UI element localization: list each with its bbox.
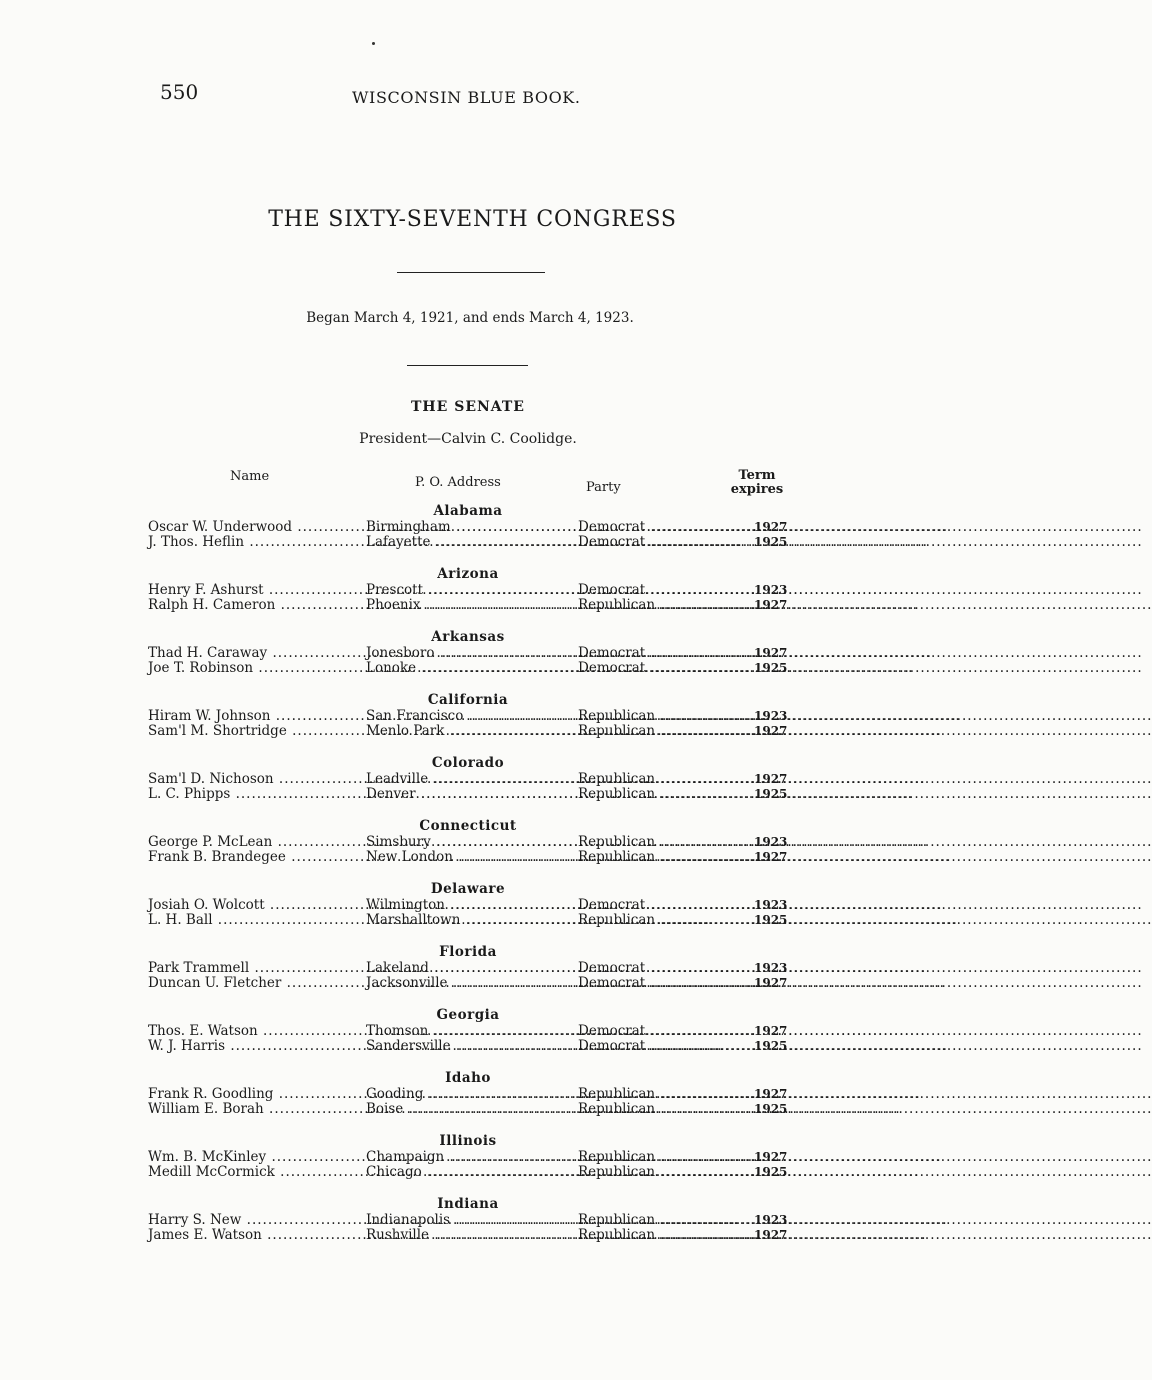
- senator-row: [138, 913, 788, 928]
- senator-name: Duncan U. Fletcher .....: [148, 976, 360, 991]
- senator-party: Republican .....: [578, 1165, 753, 1180]
- senator-term: 1927: [754, 1087, 788, 1101]
- senator-term: 1927: [754, 520, 788, 534]
- column-header-address: P. O. Address: [415, 475, 501, 490]
- state-group: [138, 1195, 788, 1243]
- senator-address: Phoenix .....: [366, 598, 572, 613]
- senator-term: 1925: [754, 535, 788, 549]
- senator-row: [138, 772, 788, 787]
- senator-row: [138, 976, 788, 991]
- state-group: [138, 817, 788, 865]
- senator-row: [138, 646, 788, 661]
- senator-address: Jacksonville .....: [366, 976, 572, 991]
- senator-party: Republican .....: [578, 913, 753, 928]
- senator-term: 1923: [754, 835, 788, 849]
- senator-name: Josiah O. Wolcott .....: [148, 898, 360, 913]
- senator-party: Democrat .....: [578, 646, 753, 661]
- session-dates: Began March 4, 1921, and ends March 4, 1923.: [306, 310, 634, 326]
- senator-name: J. Thos. Heflin .....: [148, 535, 360, 550]
- print-speck: [372, 42, 375, 45]
- senator-name: Wm. B. McKinley .....: [148, 1150, 360, 1165]
- senator-address: Simsbury .....: [366, 835, 572, 850]
- senator-name: Thos. E. Watson .....: [148, 1024, 360, 1039]
- senator-term: 1927: [754, 598, 788, 612]
- senator-term: 1927: [754, 976, 788, 990]
- senator-address: Chicago .....: [366, 1165, 572, 1180]
- senator-address: Thomson .....: [366, 1024, 572, 1039]
- senator-party: Republican .....: [578, 1102, 753, 1117]
- senator-name: James E. Watson .....: [148, 1228, 360, 1243]
- state-group: [138, 565, 788, 613]
- state-heading: Arkansas: [431, 629, 505, 645]
- senator-address: Birmingham .....: [366, 520, 572, 535]
- senator-row: [138, 1039, 788, 1054]
- section-title: THE SENATE: [411, 399, 525, 415]
- senator-term: 1927: [754, 1024, 788, 1038]
- senator-party: Republican .....: [578, 1150, 753, 1165]
- senator-party: Republican .....: [578, 598, 753, 613]
- senator-name: Oscar W. Underwood .....: [148, 520, 360, 535]
- state-heading: Connecticut: [419, 818, 517, 834]
- senator-party: Democrat .....: [578, 535, 753, 550]
- senator-party: Republican .....: [578, 772, 753, 787]
- senator-term: 1923: [754, 961, 788, 975]
- page-number: 550: [160, 80, 199, 104]
- senator-term: 1925: [754, 913, 788, 927]
- senator-row: [138, 787, 788, 802]
- senator-name: Hiram W. Johnson .....: [148, 709, 360, 724]
- senator-term: 1927: [754, 1228, 788, 1242]
- senator-address: San Francisco .....: [366, 709, 572, 724]
- state-heading: Alabama: [433, 503, 503, 519]
- senator-name: William E. Borah .....: [148, 1102, 360, 1117]
- senator-address: Lakeland .....: [366, 961, 572, 976]
- senator-party: Republican .....: [578, 787, 753, 802]
- state-group: [138, 691, 788, 739]
- state-heading: Florida: [439, 944, 497, 960]
- state-heading: Colorado: [431, 755, 505, 771]
- senator-term: 1923: [754, 583, 788, 597]
- senator-row: [138, 535, 788, 550]
- state-group: [138, 1069, 788, 1117]
- senator-name: Sam'l D. Nichoson .....: [148, 772, 360, 787]
- president-line: President—Calvin C. Coolidge.: [359, 431, 577, 447]
- senator-party: Democrat .....: [578, 1039, 753, 1054]
- senator-address: Prescott .....: [366, 583, 572, 598]
- senator-name: Henry F. Ashurst .....: [148, 583, 360, 598]
- senator-name: L. H. Ball .....: [148, 913, 360, 928]
- senator-term: 1923: [754, 709, 788, 723]
- senator-row: [138, 598, 788, 613]
- senator-address: Boise .....: [366, 1102, 572, 1117]
- page-title: THE SIXTY-SEVENTH CONGRESS: [268, 207, 677, 232]
- senator-term: 1925: [754, 787, 788, 801]
- state-group: [138, 628, 788, 676]
- state-group: [138, 943, 788, 991]
- senator-address: Menlo Park .....: [366, 724, 572, 739]
- senator-row: [138, 1213, 788, 1228]
- senator-address: Wilmington .....: [366, 898, 572, 913]
- senator-term: 1927: [754, 1150, 788, 1164]
- running-head: WISCONSIN BLUE BOOK.: [352, 88, 581, 107]
- senator-party: Democrat .....: [578, 520, 753, 535]
- state-group: [138, 754, 788, 802]
- senator-term: 1923: [754, 1213, 788, 1227]
- senator-name: Joe T. Robinson .....: [148, 661, 360, 676]
- senator-row: [138, 1102, 788, 1117]
- senator-term: 1923: [754, 898, 788, 912]
- state-heading: Delaware: [430, 881, 506, 897]
- senator-address: Lafayette .....: [366, 535, 572, 550]
- senator-term: 1925: [754, 661, 788, 675]
- senate-table: [138, 502, 788, 1258]
- senator-address: Denver .....: [366, 787, 572, 802]
- state-group: [138, 1132, 788, 1180]
- senator-row: [138, 1165, 788, 1180]
- state-heading: Indiana: [437, 1196, 499, 1212]
- senator-term: 1925: [754, 1165, 788, 1179]
- senator-address: Indianapolis .....: [366, 1213, 572, 1228]
- divider-rule: [397, 272, 545, 273]
- senator-name: L. C. Phipps .....: [148, 787, 360, 802]
- senator-name: Ralph H. Cameron .....: [148, 598, 360, 613]
- divider-rule: [407, 365, 528, 366]
- state-group: [138, 1006, 788, 1054]
- senator-row: [138, 898, 788, 913]
- senator-address: Champaign .....: [366, 1150, 572, 1165]
- state-heading: Georgia: [436, 1007, 500, 1023]
- senator-address: Leadville .....: [366, 772, 572, 787]
- column-header-party: Party: [586, 480, 621, 495]
- senator-name: W. J. Harris .....: [148, 1039, 360, 1054]
- senator-row: [138, 835, 788, 850]
- senator-party: Democrat .....: [578, 583, 753, 598]
- senator-row: [138, 724, 788, 739]
- senator-row: [138, 961, 788, 976]
- senator-row: [138, 661, 788, 676]
- senator-row: [138, 1150, 788, 1165]
- senator-party: Republican .....: [578, 724, 753, 739]
- senator-term: 1925: [754, 1102, 788, 1116]
- senator-party: Democrat .....: [578, 661, 753, 676]
- state-heading: Illinois: [439, 1133, 497, 1149]
- senator-row: [138, 709, 788, 724]
- senator-name: Frank R. Goodling .....: [148, 1087, 360, 1102]
- senator-address: Rushville .....: [366, 1228, 572, 1243]
- senator-name: Thad H. Caraway .....: [148, 646, 360, 661]
- senator-address: New London .....: [366, 850, 572, 865]
- senator-party: Democrat .....: [578, 1024, 753, 1039]
- senator-name: Frank B. Brandegee .....: [148, 850, 360, 865]
- state-group: [138, 880, 788, 928]
- senator-term: 1927: [754, 772, 788, 786]
- senator-party: Republican .....: [578, 1228, 753, 1243]
- senator-term: 1925: [754, 1039, 788, 1053]
- state-group: [138, 502, 788, 550]
- senator-address: Lonoke .....: [366, 661, 572, 676]
- senator-address: Marshalltown .....: [366, 913, 572, 928]
- column-header-name: Name: [230, 469, 270, 484]
- senator-party: Democrat .....: [578, 961, 753, 976]
- senator-row: [138, 1087, 788, 1102]
- senator-name: Park Trammell .....: [148, 961, 360, 976]
- senator-party: Republican .....: [578, 1213, 753, 1228]
- senator-party: Republican .....: [578, 850, 753, 865]
- senator-name: Sam'l M. Shortridge .....: [148, 724, 360, 739]
- senator-row: [138, 583, 788, 598]
- senator-row: [138, 1228, 788, 1243]
- senator-address: Gooding .....: [366, 1087, 572, 1102]
- state-heading: California: [427, 692, 509, 708]
- senator-term: 1927: [754, 850, 788, 864]
- senator-row: [138, 850, 788, 865]
- senator-party: Republican .....: [578, 709, 753, 724]
- senator-name: Harry S. New .....: [148, 1213, 360, 1228]
- senator-term: 1927: [754, 646, 788, 660]
- senator-address: Jonesboro .....: [366, 646, 572, 661]
- state-heading: Idaho: [445, 1070, 491, 1086]
- senator-party: Republican .....: [578, 1087, 753, 1102]
- senator-party: Democrat .....: [578, 898, 753, 913]
- senator-party: Democrat .....: [578, 976, 753, 991]
- senator-term: 1927: [754, 724, 788, 738]
- column-header-term: Term expires: [730, 468, 784, 497]
- senator-row: [138, 520, 788, 535]
- senator-address: Sandersville .....: [366, 1039, 572, 1054]
- senator-row: [138, 1024, 788, 1039]
- state-heading: Arizona: [437, 566, 499, 582]
- senator-party: Republican .....: [578, 835, 753, 850]
- senator-name: George P. McLean .....: [148, 835, 360, 850]
- senator-name: Medill McCormick .....: [148, 1165, 360, 1180]
